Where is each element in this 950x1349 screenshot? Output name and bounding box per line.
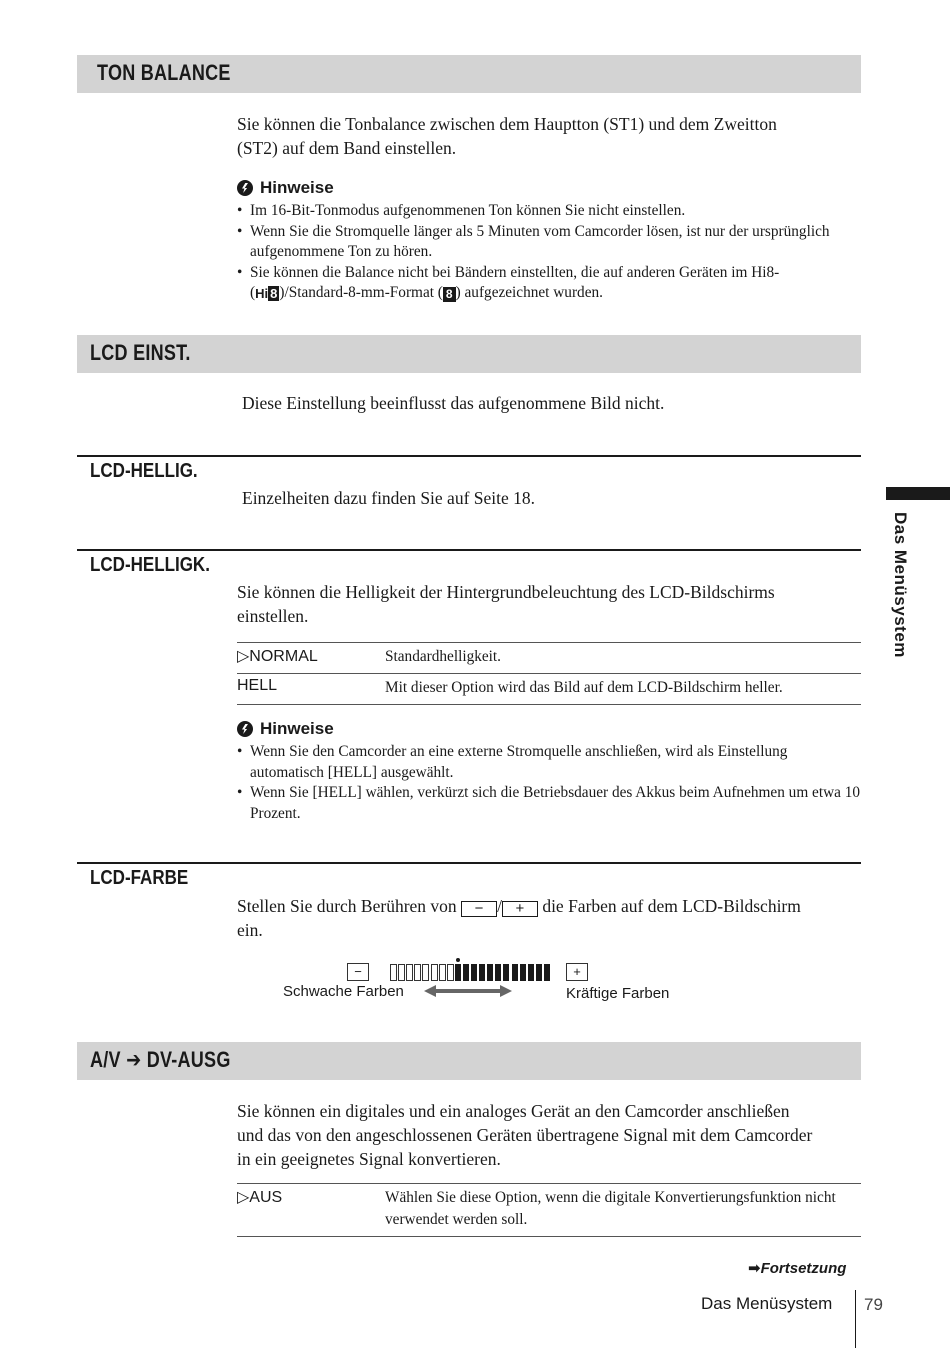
hints-title: Hinweise xyxy=(260,719,334,738)
page-number: 79 xyxy=(864,1295,883,1314)
hint-text: ) aufgezeichnet wurden. xyxy=(455,284,603,301)
section-header-av-dv-ausg xyxy=(77,1042,861,1080)
lcd-hellig-text: Einzelheiten dazu finden Sie auf Seite 18. xyxy=(242,488,536,508)
footer-section-label: Das Menüsystem xyxy=(701,1294,833,1313)
hi8-number: 8 xyxy=(270,286,278,301)
section-title: TON BALANCE xyxy=(97,60,231,85)
option-key: ▷NORMAL xyxy=(237,643,385,674)
intro-line: und das von den angeschlossenen Geräten übertragene Signal mit dem Camcorder xyxy=(237,1125,813,1145)
text-part: Stellen Sie durch Berühren von xyxy=(237,896,457,916)
scale-minus-icon: − xyxy=(347,963,369,981)
hint-text: Sie können die Balance nicht bei Bändern einstellten, die auf anderen Geräten im Hi8- xyxy=(250,263,780,281)
hints-list xyxy=(237,201,862,305)
scale-segment xyxy=(431,964,438,981)
option-key: ▷AUS xyxy=(237,1184,385,1237)
hints-title: Hinweise xyxy=(260,178,334,197)
scale-segment xyxy=(463,964,469,981)
warning-icon xyxy=(237,180,253,196)
list-item: • Im 16-Bit-Tonmodus aufgenommenen Ton können Sie nicht einstellen. xyxy=(237,201,862,222)
scale-plus-icon: + xyxy=(566,963,588,981)
subsection-title: LCD-HELLIG. xyxy=(90,460,198,482)
subsection-title: LCD-HELLIGK. xyxy=(90,554,210,576)
list-item: • Wenn Sie den Camcorder an eine externe Stromquelle anschließen, wird als Einstellung automatisch [HELL] ausgewählt. xyxy=(237,742,862,783)
lcd-einst-text: Diese Einstellung beeinflusst das aufgenommene Bild nicht. xyxy=(242,393,665,413)
text-part: die Farben auf dem LCD-Bildschirm xyxy=(542,896,801,916)
text-slash: / xyxy=(497,896,502,916)
hint-text: )/Standard-8-mm-Format ( xyxy=(279,284,443,301)
subsection-header-lcd-helligk xyxy=(77,549,861,576)
hint-text: ( xyxy=(250,284,256,301)
scale-segment xyxy=(447,964,454,981)
ton-balance-intro xyxy=(237,112,861,160)
scale-center-marker xyxy=(456,958,460,962)
footer-divider xyxy=(855,1290,856,1348)
chapter-tab-label: Das Menüsystem xyxy=(891,512,910,658)
scale-segment xyxy=(544,964,550,981)
hints-heading xyxy=(237,719,334,739)
intro-line: (ST2) auf dem Band einstellen. xyxy=(237,138,457,158)
option-desc: Standardhelligkeit. xyxy=(385,643,861,674)
list-item xyxy=(237,263,862,305)
intro-line: Sie können die Tonbalance zwischen dem Hauptton (ST1) und dem Zweitton xyxy=(237,114,777,134)
text-line: ein. xyxy=(237,920,263,940)
scale-segment xyxy=(406,964,413,981)
scale-segment xyxy=(390,964,397,981)
option-desc: Mit dieser Option wird das Bild auf dem LCD-Bildschirm heller. xyxy=(385,674,861,705)
hi8-label: Hi xyxy=(255,286,269,301)
arrow-right-icon: ➡ xyxy=(748,1260,761,1277)
scale-segment xyxy=(520,964,526,981)
scale-segment xyxy=(487,964,493,981)
dv-options-table xyxy=(237,1183,861,1237)
lcd-farbe-text xyxy=(237,894,861,942)
section-title: LCD EINST. xyxy=(90,340,191,365)
scale-segment xyxy=(422,964,429,981)
section-title: A/V ➔ DV-AUSG xyxy=(90,1047,231,1072)
list-item: • Wenn Sie die Stromquelle länger als 5 Minuten vom Camcorder lösen, ist nur der ursprünglich aufgenommene Ton zu hören. xyxy=(237,222,862,263)
label-weak-colors: Schwache Farben xyxy=(283,983,404,1000)
continuation-note xyxy=(748,1259,846,1277)
scale-segment xyxy=(495,964,501,981)
table-row xyxy=(237,643,861,674)
intro-line: Sie können die Helligkeit der Hintergrundbeleuchtung des LCD-Bildschirms xyxy=(237,582,775,602)
subsection-title: LCD-FARBE xyxy=(90,867,189,889)
scale-segment xyxy=(414,964,421,981)
section-header-lcd-einst xyxy=(77,335,861,373)
label-strong-colors: Kräftige Farben xyxy=(566,985,670,1002)
scale-segment xyxy=(455,964,461,981)
plus-button-icon: + xyxy=(502,901,538,917)
av-dv-intro xyxy=(237,1099,861,1171)
scale-segment xyxy=(528,964,534,981)
list-item: • Wenn Sie [HELL] wählen, verkürzt sich die Betriebsdauer des Akkus beim Aufnehmen um etwa 10 Prozent. xyxy=(237,783,862,824)
hints-heading xyxy=(237,178,334,198)
chapter-tab-marker xyxy=(886,487,950,500)
option-key: HELL xyxy=(237,674,385,705)
table-row xyxy=(237,674,861,705)
intro-line: in ein geeignetes Signal konvertieren. xyxy=(237,1149,501,1169)
standard8-format-icon: 8 xyxy=(443,287,456,302)
double-arrow-icon xyxy=(422,983,514,999)
intro-line: Sie können ein digitales und ein analoges Gerät an den Camcorder anschließen xyxy=(237,1101,790,1121)
warning-icon xyxy=(237,721,253,737)
continuation-label: Fortsetzung xyxy=(760,1260,847,1277)
scale-segment xyxy=(439,964,446,981)
lcd-helligk-intro xyxy=(237,580,861,628)
subsection-header-lcd-farbe xyxy=(77,862,861,889)
option-desc: Wählen Sie diese Option, wenn die digitale Konvertierungsfunktion nicht verwendet werden soll. xyxy=(385,1184,861,1237)
hints-list xyxy=(237,742,862,824)
scale-segment xyxy=(536,964,542,981)
hi8-format-icon xyxy=(255,284,279,305)
scale-segment xyxy=(503,964,509,981)
subsection-header-lcd-hellig xyxy=(77,455,861,482)
table-row xyxy=(237,1184,861,1237)
scale-segment xyxy=(479,964,485,981)
scale-segment xyxy=(512,964,518,981)
section-header-ton-balance xyxy=(77,55,861,93)
brightness-options-table xyxy=(237,642,861,705)
intro-line: einstellen. xyxy=(237,606,309,626)
scale-segment xyxy=(398,964,405,981)
minus-button-icon: − xyxy=(461,901,497,917)
scale-segment xyxy=(471,964,477,981)
